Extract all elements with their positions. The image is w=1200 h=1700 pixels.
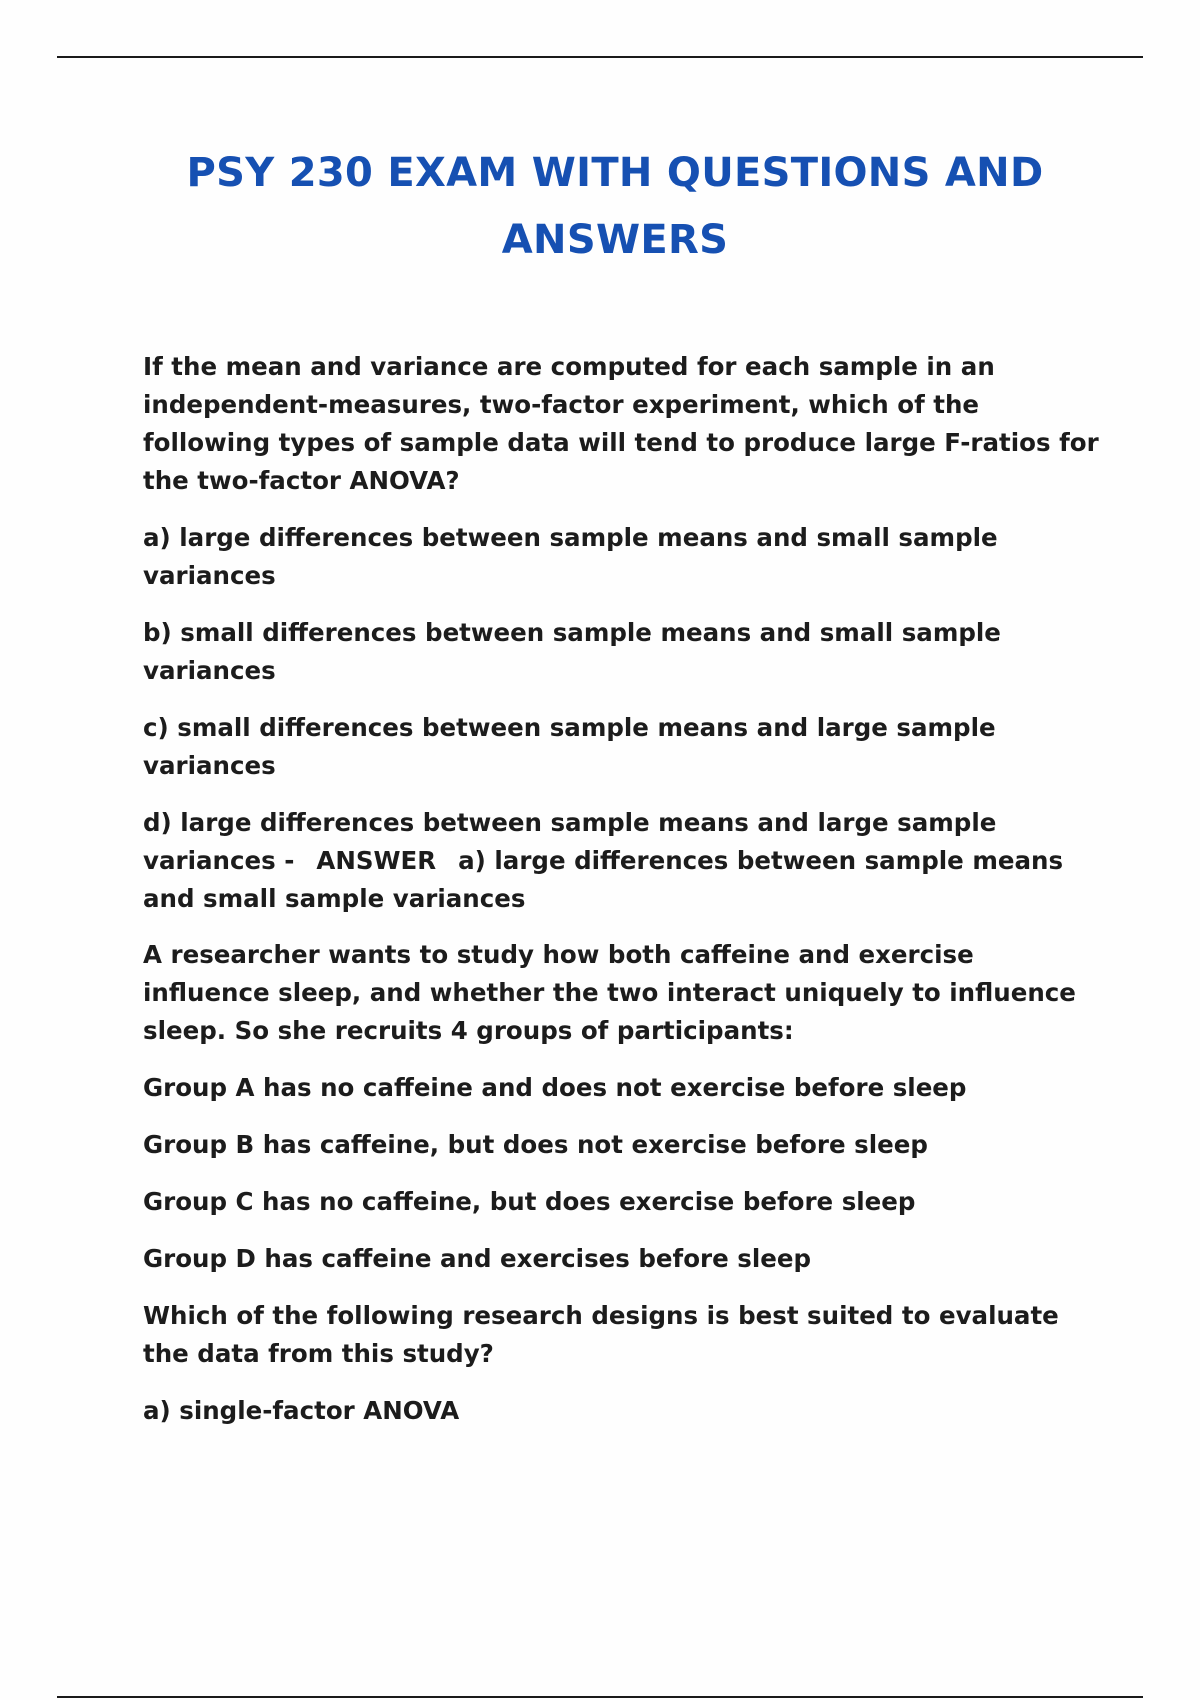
- top-rule: [57, 56, 1143, 58]
- question-1-option-c: c) small differences between sample means and large sample variances: [143, 713, 996, 780]
- document-body: [143, 348, 1103, 1449]
- question-1-option-a: a) large differences between sample means and small sample variances: [143, 523, 998, 590]
- bottom-rule: [57, 1696, 1143, 1698]
- question-1-text: If the mean and variance are computed for each sample in an independent-measures, two-factor experiment, which of the following types of sample data will tend to produce large F-ratios for the two-factor ANOVA?: [143, 352, 1099, 495]
- question-2-text: Which of the following research designs is best suited to evaluate the data from this study?: [143, 1301, 1059, 1368]
- question-1-option-b: b) small differences between sample means and small sample variances: [143, 618, 1001, 685]
- question-1-option-d: d) large differences between sample means and large sample variances -: [143, 808, 997, 875]
- answer-label: ANSWER: [316, 846, 437, 875]
- document-title: PSY 230 EXAM WITH QUESTIONS AND ANSWERS: [186, 150, 1044, 263]
- question-2-intro: A researcher wants to study how both caffeine and exercise influence sleep, and whether the two interact uniquely to influence sleep. So she recruits 4 groups of participants:: [143, 940, 1076, 1045]
- group-a-text: Group A has no caffeine and does not exercise before sleep: [143, 1073, 967, 1102]
- question-1-option-d-with-answer: [143, 804, 1103, 918]
- answer-text: a) large differences between sample means and small sample variances: [143, 846, 1064, 913]
- group-d-text: Group D has caffeine and exercises before sleep: [143, 1244, 812, 1273]
- question-2-option-a: a) single-factor ANOVA: [143, 1396, 460, 1425]
- group-c-text: Group C has no caffeine, but does exercise before sleep: [143, 1187, 916, 1216]
- group-b-text: Group B has caffeine, but does not exercise before sleep: [143, 1130, 928, 1159]
